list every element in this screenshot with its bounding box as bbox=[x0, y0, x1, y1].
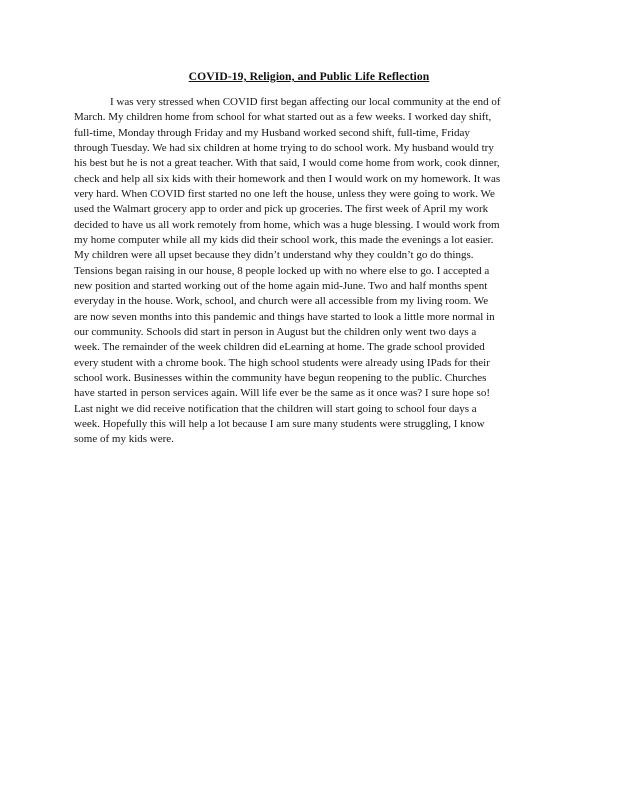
paragraph-line: Tensions began raising in our house, 8 people locked up with no where else to go. I accepted a bbox=[74, 264, 490, 277]
paragraph-line: I was very stressed when COVID first began affecting our local community at the end of bbox=[110, 96, 501, 108]
paragraph-line: very hard. When COVID first started no one left the house, unless they were going to work. We bbox=[74, 187, 495, 200]
paragraph-line: through Tuesday. We had six children at home trying to do school work. My husband would try bbox=[74, 141, 494, 154]
paragraph-line: week. The remainder of the week children did eLearning at home. The grade school provided bbox=[74, 341, 485, 354]
paragraph-line: week. Hopefully this will help a lot because I am sure many students were struggling, I know bbox=[74, 417, 485, 430]
paragraph-line: decided to have us all work remotely from home, which was a huge blessing. I would work from bbox=[74, 218, 500, 231]
reflection-paragraph bbox=[74, 95, 556, 448]
paragraph-line: check and help all six kids with their homework and then I would work on my homework. It was bbox=[74, 172, 501, 185]
paragraph-line: full-time, Monday through Friday and my Husband worked second shift, full-time, Friday bbox=[74, 126, 470, 139]
paragraph-line: March. My children home from school for what started out as a few weeks. I worked day shift, bbox=[74, 111, 492, 124]
paragraph-line: new position and started working out of the home again mid-June. Two and half months spent bbox=[74, 279, 488, 292]
paragraph-line: school work. Businesses within the community have begun reopening to the public. Churches bbox=[74, 371, 487, 384]
paragraph-line: every student with a chrome book. The high school students were already using IPads for their bbox=[74, 356, 490, 369]
document-title: COVID-19, Religion, and Public Life Reflection bbox=[188, 70, 430, 83]
paragraph-line: My children were all upset because they didn’t understand why they couldn’t go do things. bbox=[74, 249, 474, 262]
paragraph-line: my home computer while all my kids did their school work, this made the evenings a lot easier. bbox=[74, 233, 494, 246]
paragraph-line: everyday in the house. Work, school, and church were all accessible from my living room. We bbox=[74, 295, 489, 308]
paragraph-line: some of my kids were. bbox=[74, 433, 174, 446]
paragraph-line: our community. Schools did start in person in August but the children only went two days a bbox=[74, 325, 477, 338]
paragraph-line: have started in person services again. Will life ever be the same as it once was? I sure hope so! bbox=[74, 387, 490, 400]
paragraph-line: used the Walmart grocery app to order and pick up groceries. The first week of April my work bbox=[74, 203, 489, 216]
paragraph-line: his best but he is not a great teacher. With that said, I would come home from work, cook dinner, bbox=[74, 157, 500, 170]
paragraph-line: are now seven months into this pandemic and things have started to look a little more normal in bbox=[74, 310, 495, 323]
paragraph-line: Last night we did receive notification that the children will start going to school four days a bbox=[74, 402, 477, 415]
